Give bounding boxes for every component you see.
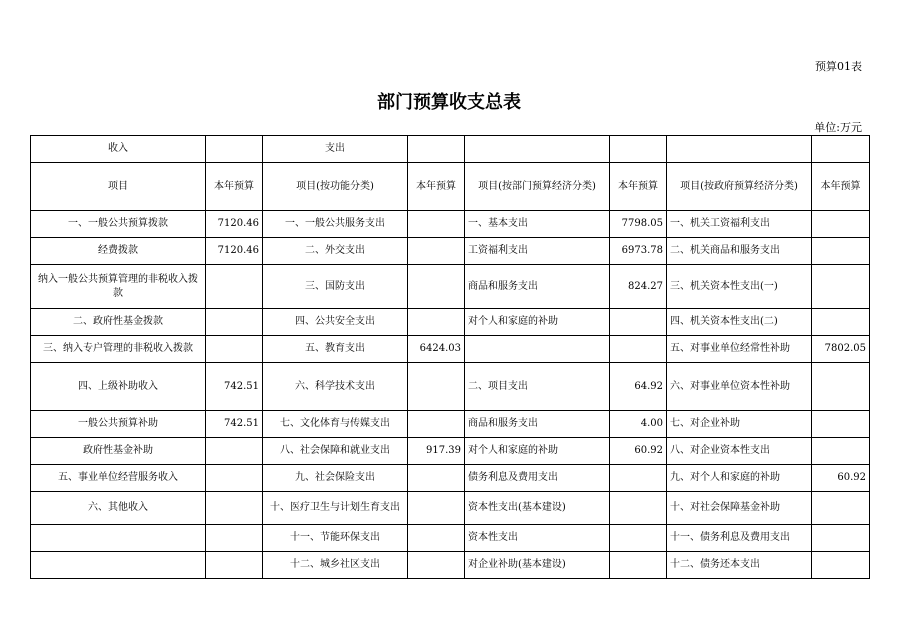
income-item-cell: 六、其他收入 [31, 492, 206, 525]
dept-econ-budget-cell [610, 525, 667, 552]
dept-econ-item-cell: 资本性支出 [465, 525, 610, 552]
header-blank [667, 136, 812, 163]
header-item: 项目 [31, 163, 206, 211]
dept-econ-item-cell: 工资福利支出 [465, 238, 610, 265]
income-item-cell: 五、事业单位经营服务收入 [31, 465, 206, 492]
gov-econ-budget-cell [812, 492, 870, 525]
header-blank [408, 136, 465, 163]
dept-econ-budget-cell [610, 465, 667, 492]
table-row [31, 552, 870, 579]
dept-econ-budget-cell [610, 492, 667, 525]
gov-econ-item-cell: 十一、债务利息及费用支出 [667, 525, 812, 552]
table-row [31, 411, 870, 438]
income-budget-cell [206, 492, 263, 525]
func-budget-cell: 917.39 [408, 438, 465, 465]
header-blank [206, 136, 263, 163]
dept-econ-item-cell: 商品和服务支出 [465, 265, 610, 309]
func-item-cell: 三、国防支出 [263, 265, 408, 309]
gov-econ-budget-cell: 60.92 [812, 465, 870, 492]
gov-econ-budget-cell [812, 309, 870, 336]
gov-econ-item-cell: 九、对个人和家庭的补助 [667, 465, 812, 492]
func-item-cell: 五、教育支出 [263, 336, 408, 363]
func-item-cell: 四、公共安全支出 [263, 309, 408, 336]
gov-econ-item-cell: 一、机关工资福利支出 [667, 211, 812, 238]
income-budget-cell [206, 438, 263, 465]
func-budget-cell [408, 238, 465, 265]
func-item-cell: 一、一般公共服务支出 [263, 211, 408, 238]
header-income: 收入 [31, 136, 206, 163]
dept-econ-item-cell: 一、基本支出 [465, 211, 610, 238]
table-row [31, 492, 870, 525]
gov-econ-budget-cell [812, 238, 870, 265]
income-item-cell: 一、一般公共预算拨款 [31, 211, 206, 238]
header-blank [610, 136, 667, 163]
income-budget-cell: 7120.46 [206, 238, 263, 265]
table-row [31, 238, 870, 265]
header-row-group [31, 136, 870, 163]
unit-label: 单位:万元 [814, 121, 862, 134]
gov-econ-item-cell: 四、机关资本性支出(二) [667, 309, 812, 336]
func-item-cell: 七、文化体育与传媒支出 [263, 411, 408, 438]
income-budget-cell [206, 465, 263, 492]
income-budget-cell: 742.51 [206, 363, 263, 411]
dept-econ-budget-cell [610, 552, 667, 579]
dept-econ-item-cell: 对企业补助(基本建设) [465, 552, 610, 579]
income-budget-cell [206, 309, 263, 336]
dept-econ-budget-cell [610, 336, 667, 363]
func-budget-cell [408, 309, 465, 336]
header-expense: 支出 [263, 136, 408, 163]
table-row [31, 309, 870, 336]
dept-econ-budget-cell [610, 309, 667, 336]
func-budget-cell [408, 211, 465, 238]
func-budget-cell [408, 552, 465, 579]
func-item-cell: 六、科学技术支出 [263, 363, 408, 411]
gov-econ-item-cell: 六、对事业单位资本性补助 [667, 363, 812, 411]
dept-econ-item-cell [465, 336, 610, 363]
dept-econ-item-cell: 对个人和家庭的补助 [465, 309, 610, 336]
income-item-cell: 纳入一般公共预算管理的非税收入拨款 [31, 265, 206, 309]
gov-econ-budget-cell [812, 265, 870, 309]
dept-econ-budget-cell: 64.92 [610, 363, 667, 411]
dept-econ-budget-cell: 6973.78 [610, 238, 667, 265]
func-item-cell: 十二、城乡社区支出 [263, 552, 408, 579]
header-gov-econ: 项目(按政府预算经济分类) [667, 163, 812, 211]
table-row [31, 465, 870, 492]
income-item-cell: 一般公共预算补助 [31, 411, 206, 438]
header-budget: 本年预算 [610, 163, 667, 211]
gov-econ-item-cell: 五、对事业单位经常性补助 [667, 336, 812, 363]
func-budget-cell [408, 411, 465, 438]
func-budget-cell [408, 465, 465, 492]
table-row [31, 336, 870, 363]
gov-econ-item-cell: 二、机关商品和服务支出 [667, 238, 812, 265]
income-budget-cell: 742.51 [206, 411, 263, 438]
gov-econ-budget-cell [812, 552, 870, 579]
income-budget-cell [206, 525, 263, 552]
income-budget-cell [206, 265, 263, 309]
func-budget-cell [408, 363, 465, 411]
header-dept-econ: 项目(按部门预算经济分类) [465, 163, 610, 211]
gov-econ-item-cell: 七、对企业补助 [667, 411, 812, 438]
gov-econ-item-cell: 十、对社会保障基金补助 [667, 492, 812, 525]
header-budget: 本年预算 [812, 163, 870, 211]
dept-econ-item-cell: 商品和服务支出 [465, 411, 610, 438]
dept-econ-item-cell: 二、项目支出 [465, 363, 610, 411]
gov-econ-budget-cell [812, 411, 870, 438]
gov-econ-budget-cell [812, 363, 870, 411]
header-blank [465, 136, 610, 163]
func-item-cell: 九、社会保险支出 [263, 465, 408, 492]
gov-econ-item-cell: 三、机关资本性支出(一) [667, 265, 812, 309]
dept-econ-item-cell: 对个人和家庭的补助 [465, 438, 610, 465]
header-budget: 本年预算 [408, 163, 465, 211]
dept-econ-budget-cell: 4.00 [610, 411, 667, 438]
income-item-cell [31, 525, 206, 552]
budget-table [30, 135, 870, 579]
income-item-cell [31, 552, 206, 579]
dept-econ-item-cell: 债务利息及费用支出 [465, 465, 610, 492]
gov-econ-item-cell: 十二、债务还本支出 [667, 552, 812, 579]
table-row [31, 525, 870, 552]
func-item-cell: 十、医疗卫生与计划生育支出 [263, 492, 408, 525]
income-item-cell: 二、政府性基金拨款 [31, 309, 206, 336]
table-row [31, 211, 870, 238]
header-row-columns [31, 163, 870, 211]
gov-econ-budget-cell: 7802.05 [812, 336, 870, 363]
income-item-cell: 三、纳入专户管理的非税收入拨款 [31, 336, 206, 363]
income-budget-cell: 7120.46 [206, 211, 263, 238]
form-number: 预算01表 [815, 60, 862, 73]
gov-econ-budget-cell [812, 211, 870, 238]
func-budget-cell: 6424.03 [408, 336, 465, 363]
func-item-cell: 二、外交支出 [263, 238, 408, 265]
dept-econ-budget-cell: 7798.05 [610, 211, 667, 238]
income-item-cell: 政府性基金补助 [31, 438, 206, 465]
income-budget-cell [206, 552, 263, 579]
income-item-cell: 经费拨款 [31, 238, 206, 265]
gov-econ-budget-cell [812, 438, 870, 465]
func-budget-cell [408, 525, 465, 552]
func-item-cell: 八、社会保障和就业支出 [263, 438, 408, 465]
dept-econ-budget-cell: 824.27 [610, 265, 667, 309]
table-row [31, 363, 870, 411]
table-row [31, 265, 870, 309]
page-title: 部门预算收支总表 [377, 92, 521, 113]
func-item-cell: 十一、节能环保支出 [263, 525, 408, 552]
dept-econ-item-cell: 资本性支出(基本建设) [465, 492, 610, 525]
income-item-cell: 四、上级补助收入 [31, 363, 206, 411]
header-blank [812, 136, 870, 163]
func-budget-cell [408, 492, 465, 525]
income-budget-cell [206, 336, 263, 363]
header-func: 项目(按功能分类) [263, 163, 408, 211]
header-budget: 本年预算 [206, 163, 263, 211]
gov-econ-item-cell: 八、对企业资本性支出 [667, 438, 812, 465]
table-row [31, 438, 870, 465]
func-budget-cell [408, 265, 465, 309]
dept-econ-budget-cell: 60.92 [610, 438, 667, 465]
gov-econ-budget-cell [812, 525, 870, 552]
